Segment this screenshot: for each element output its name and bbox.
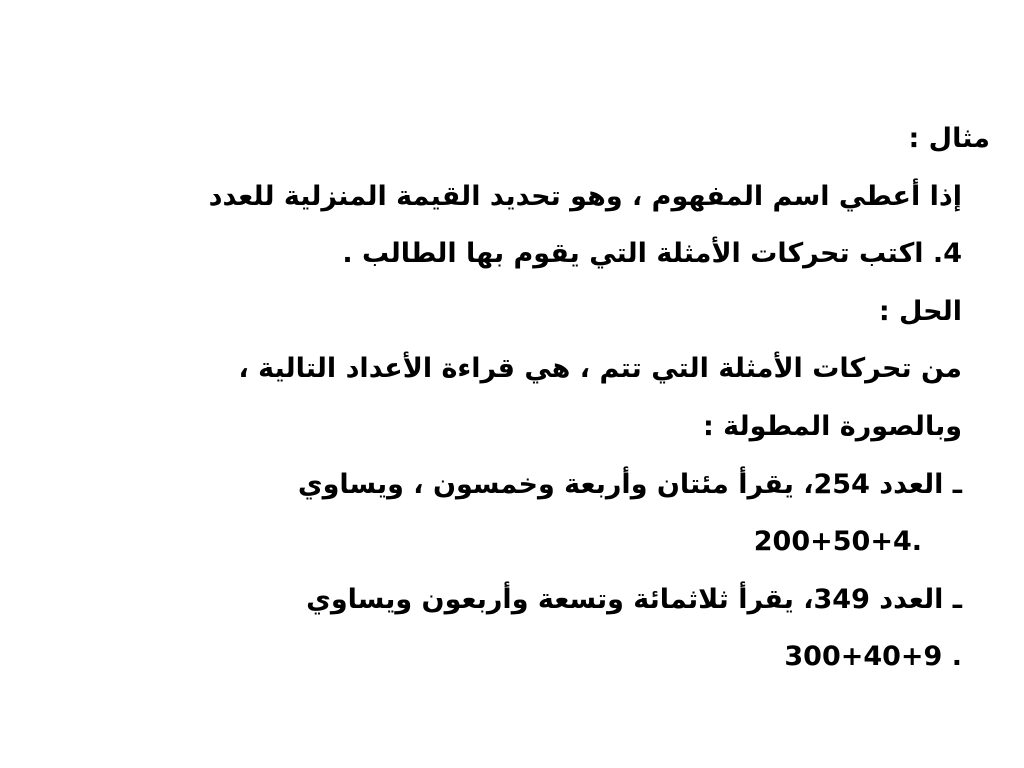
question-line-1: إذا أعطي اسم المفهوم ، وهو تحديد القيمة المنزلية للعدد (208, 180, 962, 212)
slide-body-text (62, 110, 990, 686)
expansion-254-value: 200+50+4. (753, 526, 922, 558)
solution-heading: الحل : (878, 295, 962, 327)
example-heading: مثال : (908, 123, 990, 154)
example-254-line: ـ العدد 254، يقرأ مئتان وأربعة وخمسون ، ويساوي (297, 468, 962, 500)
question-line-2: 4. اكتب تحركات الأمثلة التي يقوم بها الطالب . (342, 238, 962, 270)
example-349-line: ـ العدد 349، يقرأ ثلاثمائة وتسعة وأربعون ويساوي (306, 583, 962, 615)
expansion-254 (62, 513, 962, 571)
solution-line-2: وبالصورة المطولة : (702, 410, 962, 442)
expansion-349 (62, 628, 962, 686)
expansion-349-value: 300+40+9 . (784, 641, 962, 673)
solution-line-1: من تحركات الأمثلة التي تتم ، هي قراءة الأعداد التالية ، (238, 353, 962, 385)
